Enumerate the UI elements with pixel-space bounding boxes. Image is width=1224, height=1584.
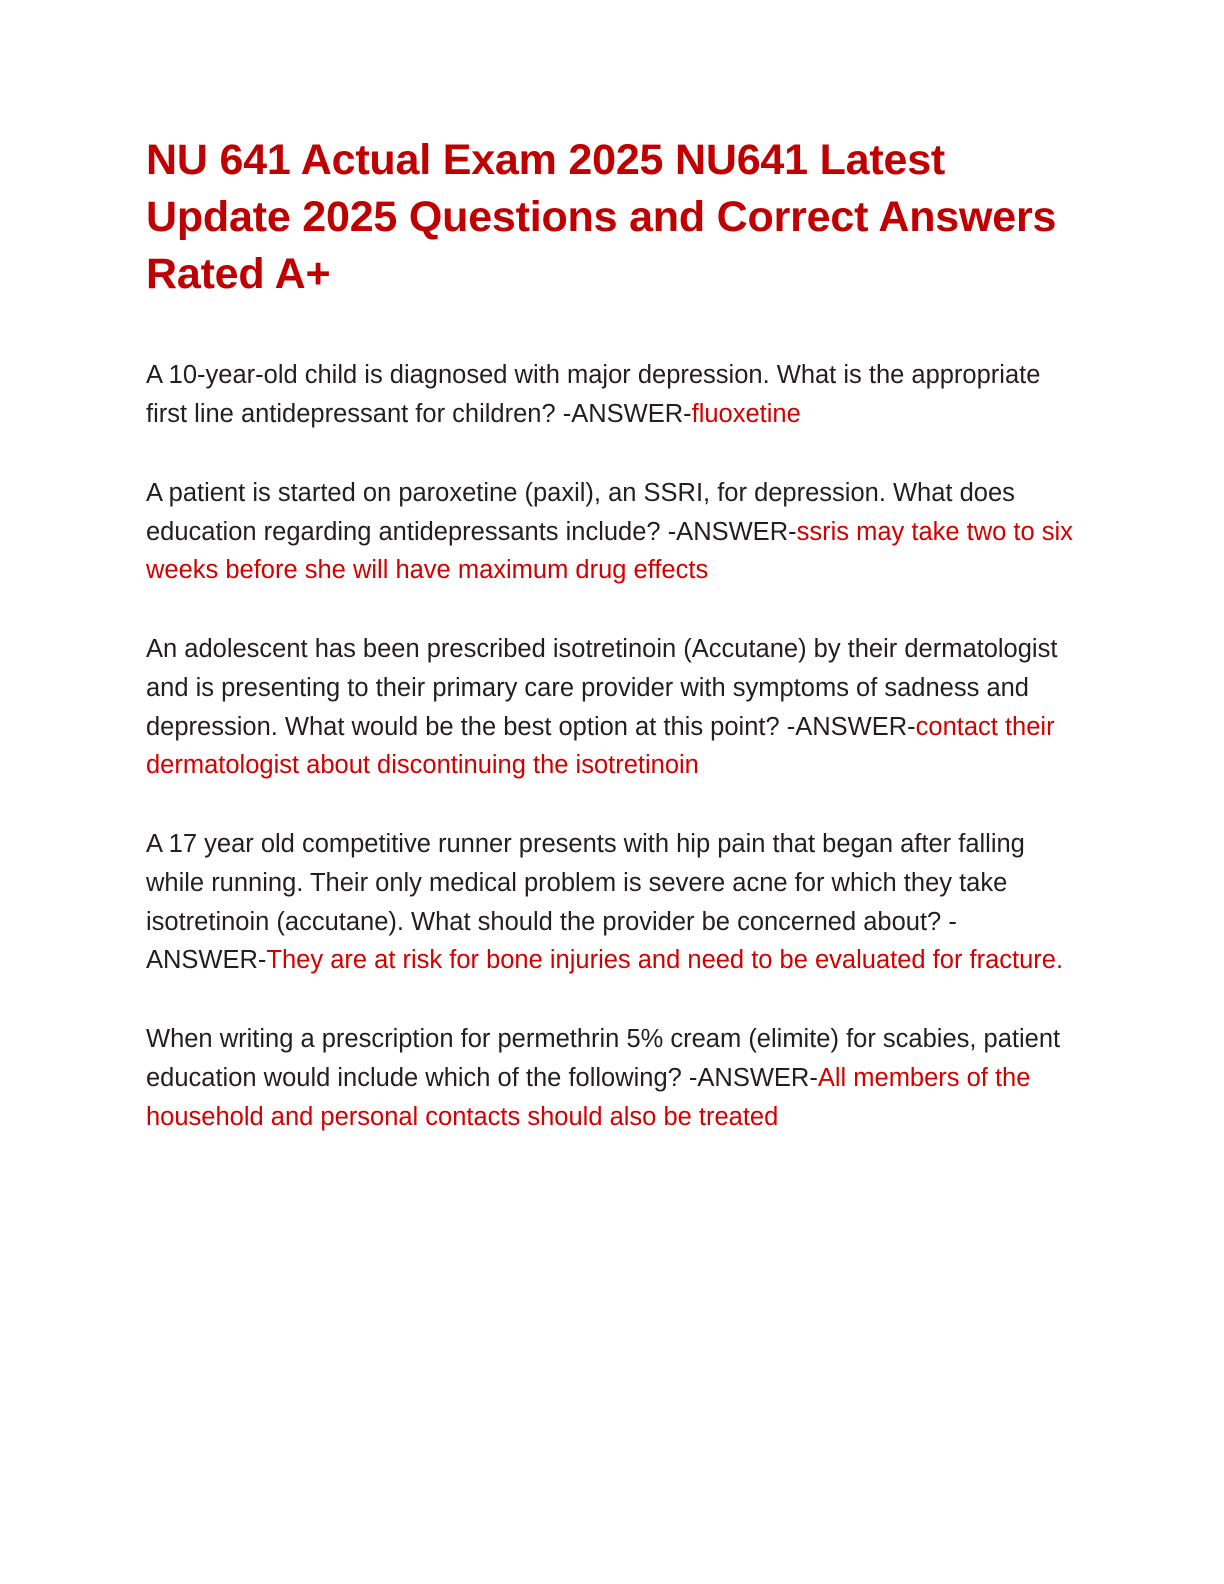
page-bottom-margin [146,1162,1076,1392]
qa-item [146,1020,1076,1136]
answer-text: All members of the household and personal contacts should also be treated [146,1063,1031,1131]
qa-item [146,474,1076,590]
question-text: An adolescent has been prescribed isotretinoin (Accutane) by their dermatologist and is presenting to their primary care provider with symptoms of sadness and depression. What would be the best option at this point? -ANSWER- [146,635,1058,741]
question-text: A 10-year-old child is diagnosed with major depression. What is the appropriate first line antidepressant for children? -ANSWER- [146,361,1041,428]
question-text: A patient is started on paroxetine (paxil), an SSRI, for depression. What does education regarding antidepressants include? -ANSWER- [146,478,1015,546]
page-title: NU 641 Actual Exam 2025 NU641 Latest Update 2025 Questions and Correct Answers Rated A+ [146,136,1057,298]
answer-text: fluoxetine [691,400,801,428]
answer-text: ssris may take two to six weeks before she will have maximum drug effects [146,517,1073,585]
qa-item [146,630,1076,785]
answer-text: contact their dermatologist about discontinuing the isotretinoin [146,712,1055,780]
qa-item [146,356,1076,434]
question-text: When writing a prescription for permethrin 5% cream (elimite) for scabies, patient education would include which of the following? -ANSWER- [146,1025,1061,1092]
question-text: A 17 year old competitive runner presents with hip pain that began after falling while running. Their only medical problem is severe acne for which they take isotretinoin (accutane). What should the provider be concerned about? -ANSWER- [146,830,1025,975]
answer-text: They are at risk for bone injuries and need to be evaluated for fracture. [266,946,1064,975]
qa-item [146,825,1076,980]
